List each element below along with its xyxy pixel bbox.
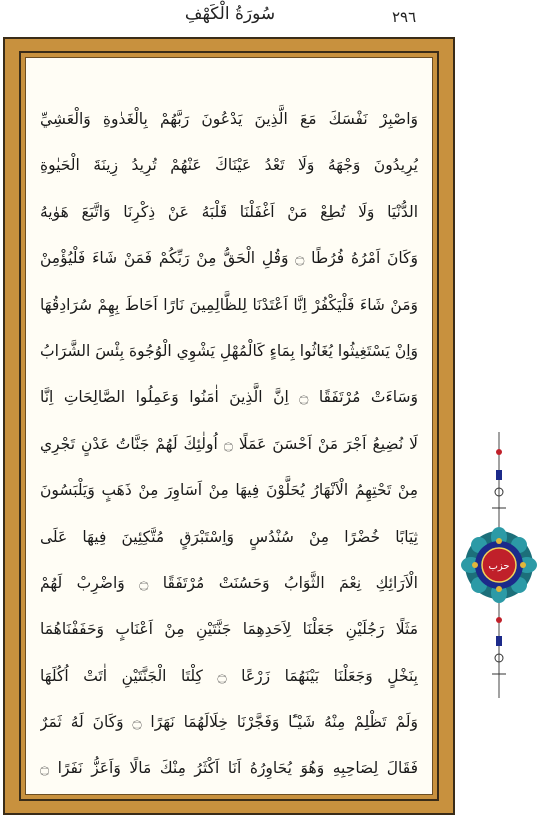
hizb-label: حزب: [488, 561, 510, 572]
verse-line: وَكَانَ اَمْرُهُ فُرُطًا ۝ وَقُلِ الْحَقُّ مِنْ رَبِّكُمْ فَمَنْ شَاءَ فَلْيُؤْمِنْ: [40, 249, 418, 268]
page-number: ٢٩٦: [392, 8, 417, 26]
verse-line: يُرِيدُونَ وَجْهَهُ وَلَا تَعْدُ عَيْنَاكَ عَنْهُمْ تُرِيدُ زِينَةَ الْحَيٰوةِ: [40, 156, 418, 175]
verse-line: مِنْ تَحْتِهِمُ الْاَنْهَارُ يُحَلَّوْنَ فِيهَا مِنْ اَسَاوِرَ مِنْ ذَهَبٍ وَيَلْبَسُونَ: [40, 481, 418, 500]
verse-line: الْاَرَائِكِ نِعْمَ الثَّوَابُ وَحَسُنَتْ مُرْتَفَقًا ۝ وَاضْرِبْ لَهُمْ: [40, 573, 418, 592]
verse-line: وَلَمْ تَظْلِمْ مِنْهُ شَيْـًٔا وَفَجَّرْنَا خِلَالَهُمَا نَهَرًا ۝ وَكَانَ لَهُ ثَمَرٌ: [40, 713, 418, 732]
text-panel: [25, 57, 433, 795]
surah-title: سُورَةُ الْكَهْفِ: [184, 4, 276, 24]
verse-line: الدُّنْيَا وَلَا تُطِعْ مَنْ اَغْفَلْنَا قَلْبَهُ عَنْ ذِكْرِنَا وَاتَّبَعَ هَوٰيهُ: [40, 202, 418, 221]
page-header: [0, 0, 540, 36]
verse-line: وَمَنْ شَاءَ فَلْيَكْفُرْ اِنَّا اَعْتَدْنَا لِلظَّالِمِينَ نَارًا اَحَاطَ بِهِمْ سُرَادِقُهَا: [40, 295, 418, 314]
verse-line: مَثَلًا رَجُلَيْنِ جَعَلْنَا لِاَحَدِهِمَا جَنَّتَيْنِ مِنْ اَعْنَابٍ وَحَفَفْنَاهُمَا: [40, 620, 418, 639]
frame-inner-border: [19, 51, 439, 801]
verse-line: وَاصْبِرْ نَفْسَكَ مَعَ الَّذِينَ يَدْعُونَ رَبَّهُمْ بِالْغَدٰوةِ وَالْعَشِيِّ: [40, 110, 418, 128]
page-frame: [3, 37, 455, 815]
verse-line: وَسَاءَتْ مُرْتَفَقًا ۝ اِنَّ الَّذِينَ اٰمَنُوا وَعَمِلُوا الصَّالِحَاتِ اِنَّا: [40, 388, 418, 407]
verse-line: فَقَالَ لِصَاحِبِهِ وَهُوَ يُحَاوِرُهُ اَنَا اَكْثَرُ مِنْكَ مَالًا وَاَعَزُّ نَفَرًا ۝: [40, 759, 418, 778]
verse-lines: [40, 96, 418, 792]
verse-line: ثِيَابًا خُضْرًا مِنْ سُنْدُسٍ وَاِسْتَبْرَقٍ مُتَّكِئِينَ فِيهَا عَلَى: [40, 527, 418, 546]
hizb-ornament: [458, 430, 540, 700]
verse-line: وَاِنْ يَسْتَغِيثُوا يُغَاثُوا بِمَاءٍ كَالْمُهْلِ يَشْوِي الْوُجُوهَ بِئْسَ الشَّرَابُ: [40, 341, 418, 360]
verse-line: لَا نُضِيعُ اَجْرَ مَنْ اَحْسَنَ عَمَلًا ۝ اُولٰئِكَ لَهُمْ جَنَّاتُ عَدْنٍ تَجْرِي: [40, 434, 418, 453]
verse-line: بِنَخْلٍ وَجَعَلْنَا بَيْنَهُمَا زَرْعًا ۝ كِلْتَا الْجَنَّتَيْنِ اٰتَتْ اُكُلَهَا: [40, 666, 418, 685]
